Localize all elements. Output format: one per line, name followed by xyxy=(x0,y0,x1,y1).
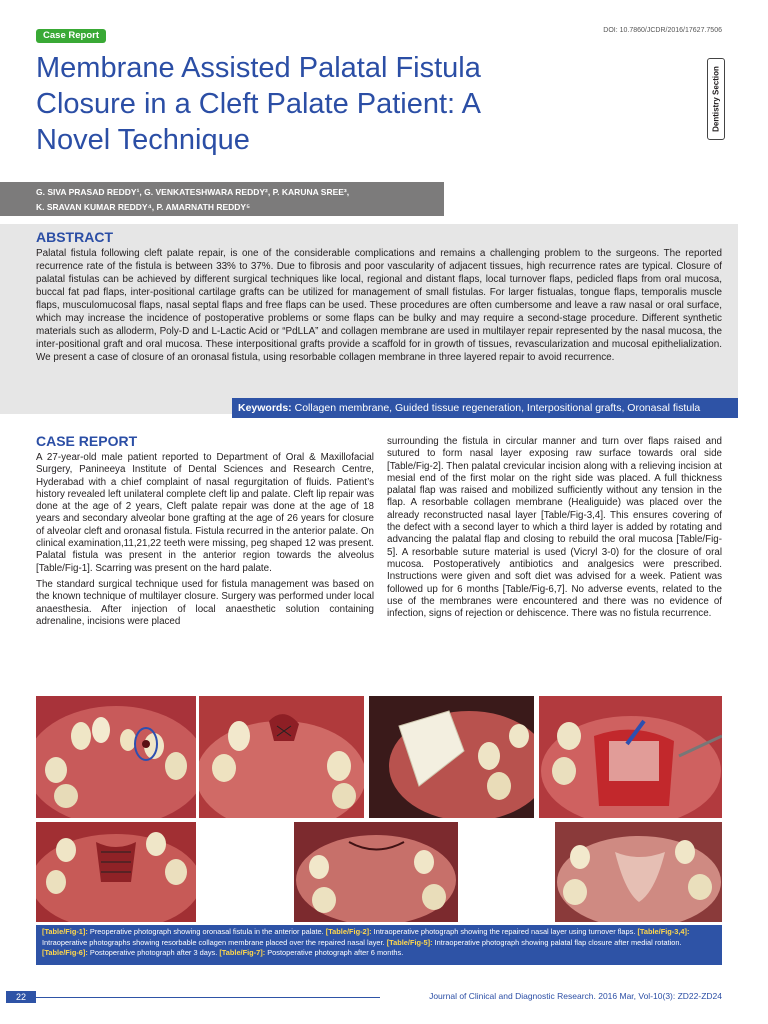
author-list xyxy=(0,182,444,216)
keywords-bar xyxy=(232,398,738,418)
caption-label: [Table/Fig-6]: xyxy=(42,948,88,957)
caption-label: [Table/Fig-7]: xyxy=(219,948,266,957)
caption-text: Intraoperative photograph showing palatal flap closure after medial rotation. xyxy=(432,937,682,947)
caption-label: [Table/Fig-5]: xyxy=(386,937,433,947)
keywords-label: Keywords: xyxy=(238,402,292,414)
caption-text: Postoperative photograph after 6 months. xyxy=(265,948,404,957)
caption-text: Preoperative photograph showing oronasal fistula in the anterior palate. xyxy=(87,927,326,936)
caption-text: Intraoperative photographs showing resorbable collagen membrane placed over the repaired nasal layer. xyxy=(42,937,387,947)
article-type-badge: Case Report xyxy=(36,29,106,43)
right-column xyxy=(387,436,722,624)
figure-2-photo xyxy=(199,696,364,818)
caption-text: Intraoperative photograph showing the repaired nasal layer using turnover flaps. xyxy=(371,927,638,936)
section-tag-label: Dentistry Section xyxy=(711,66,721,132)
doi-text: DOI: 10.7860/JCDR/2016/17627.7506 xyxy=(603,27,722,34)
case-report-heading: CASE REPORT xyxy=(36,433,138,449)
caption-text: Postoperative photograph after 3 days. xyxy=(87,948,220,957)
paragraph: The standard surgical technique used for fistula management was based on the known technique of multilayer closure. Surgery was performed under local anaesthesia. After injection of local anaesthetic solution containing adrenaline, incisions were placed xyxy=(36,578,374,627)
author-line-2: K. SRAVAN KUMAR REDDY⁴, P. AMARNATH REDDY⁵ xyxy=(36,202,251,212)
author-line-1: G. SIVA PRASAD REDDY¹, G. VENKATESHWARA REDDY², P. KARUNA SREE³, xyxy=(36,187,350,197)
figure-1-photo xyxy=(36,696,196,818)
article-title: Membrane Assisted Palatal Fistula Closure in a Cleft Palate Patient: A Novel Technique xyxy=(36,52,481,156)
page-number: 22 xyxy=(6,991,36,1003)
caption-label: [Table/Fig-2]: xyxy=(325,927,372,936)
abstract-heading: ABSTRACT xyxy=(36,229,113,245)
keywords-text: Collagen membrane, Guided tissue regeneration, Interpositional grafts, Oronasal fistula xyxy=(294,402,701,414)
figure-4-photo xyxy=(539,696,722,818)
figure-caption xyxy=(36,925,722,965)
left-column xyxy=(36,452,374,632)
paragraph: A 27-year-old male patient reported to Department of Oral & Maxillofacial Surgery, Panineeya Institute of Dental Sciences and Research Centre, Hyderabad with a chief complaint of nasal regurgitation of fluids. Patient’s history revealed left unilateral complete cleft lip and palate. Cleft lip repair was done at the age of 2 years, Cleft palate repair was done at the age of 18 years and secondary alveolar bone grafting at the age of 26 years for closure of alveolar cleft and oronasal fistula. Fistula recurred in the anterior palate. On clinical examination,11,21,22 teeth were missing, peg shaped 12 was present. Palatal fistula was present in the anterior region towards the alveolus [Table/Fig-1]. Scarring was present on the hard palate. xyxy=(36,452,375,574)
paragraph: surrounding the fistula in circular manner and turn over flaps raised and sutured to form nasal layer exposing raw surface towards oral side [Table/Fig-2]. Then palatal crevicular incision along with a relieving incision at mesial end of the first molar on the right side was placed. A full thickness palatal flap was raised and mobilized sufficiently without any tension in the flap. A resorbable collagen membrane (Healiguide) was placed over the already reconstructed nasal layer [Table/Fig-3,4]. This ensures covering of the defect with a second layer to which a third layer is added by rotating and advancing the palatal flap and closing to rebuild the oral mucosa [Table/Fig-5]. A resorbable suture material is used (Vicryl 3-0) for the closure of oral mucosa. Postoperatively antibiotics and analgesics were prescribed. Instructions were given and soft diet was advised for a week. Patient was followed up for 6 months [Table/Fig-6,7]. No adverse events, related to the use of the membranes were encountered and there was no evidence of infection, signs of rejection or dehiscence. There was no fistula recurrence. xyxy=(387,436,722,620)
figure-7-photo xyxy=(555,822,722,922)
caption-label: [Table/Fig-3,4]: xyxy=(637,927,690,936)
journal-citation: Journal of Clinical and Diagnostic Research. 2016 Mar, Vol-10(3): ZD22-ZD24 xyxy=(380,991,722,1001)
abstract-text: Palatal fistula following cleft palate repair, is one of the considerable complications and remains a challenging problem to the surgeons. The reported recurrence rate of the fistula is between 33% to 37%. Due to fibrosis and poor vascularity of adjacent tissues, high recurrence rates are typical. Closure of palatal fistulas can be achieved by different surgical techniques like local, regional and distant flaps, local turnover flaps, pedicled flaps from oral mucosa, buccal fat pad flaps, inter-positional cartilage grafts can be utilized for management of small fistulas. For larger fistualas, tongue flaps, temporalis muscle flaps, musculomucosal flaps, nasal septal flaps and free flaps can be used. These procedures are often cumbersome and leave a raw nasal or oral surface, which may increase the incidence of postoperative problems or some flaps can be bulky and may require a second-stage procedure. Different synthetic materials such as alloderm, Poly-D and L-Lactic Acid or “PdLLA” and collagen membrane are used in multilayer repair represented by the nasal mucosa, the inter-positional graft and oral mucosa. These interpositional grafts provide a scaffold for in growth of tissues, revascularization and mucosal epithelialization. We present a case of closure of an oronasal fistula, using resorbable collagen membrane in three layered repair to avoid recurrence. xyxy=(36,248,722,363)
section-tag xyxy=(707,58,725,140)
caption-label: [Table/Fig-1]: xyxy=(42,927,88,936)
figure-6-photo xyxy=(294,822,458,922)
figure-5-photo xyxy=(36,822,196,922)
figure-3-photo xyxy=(369,696,534,818)
